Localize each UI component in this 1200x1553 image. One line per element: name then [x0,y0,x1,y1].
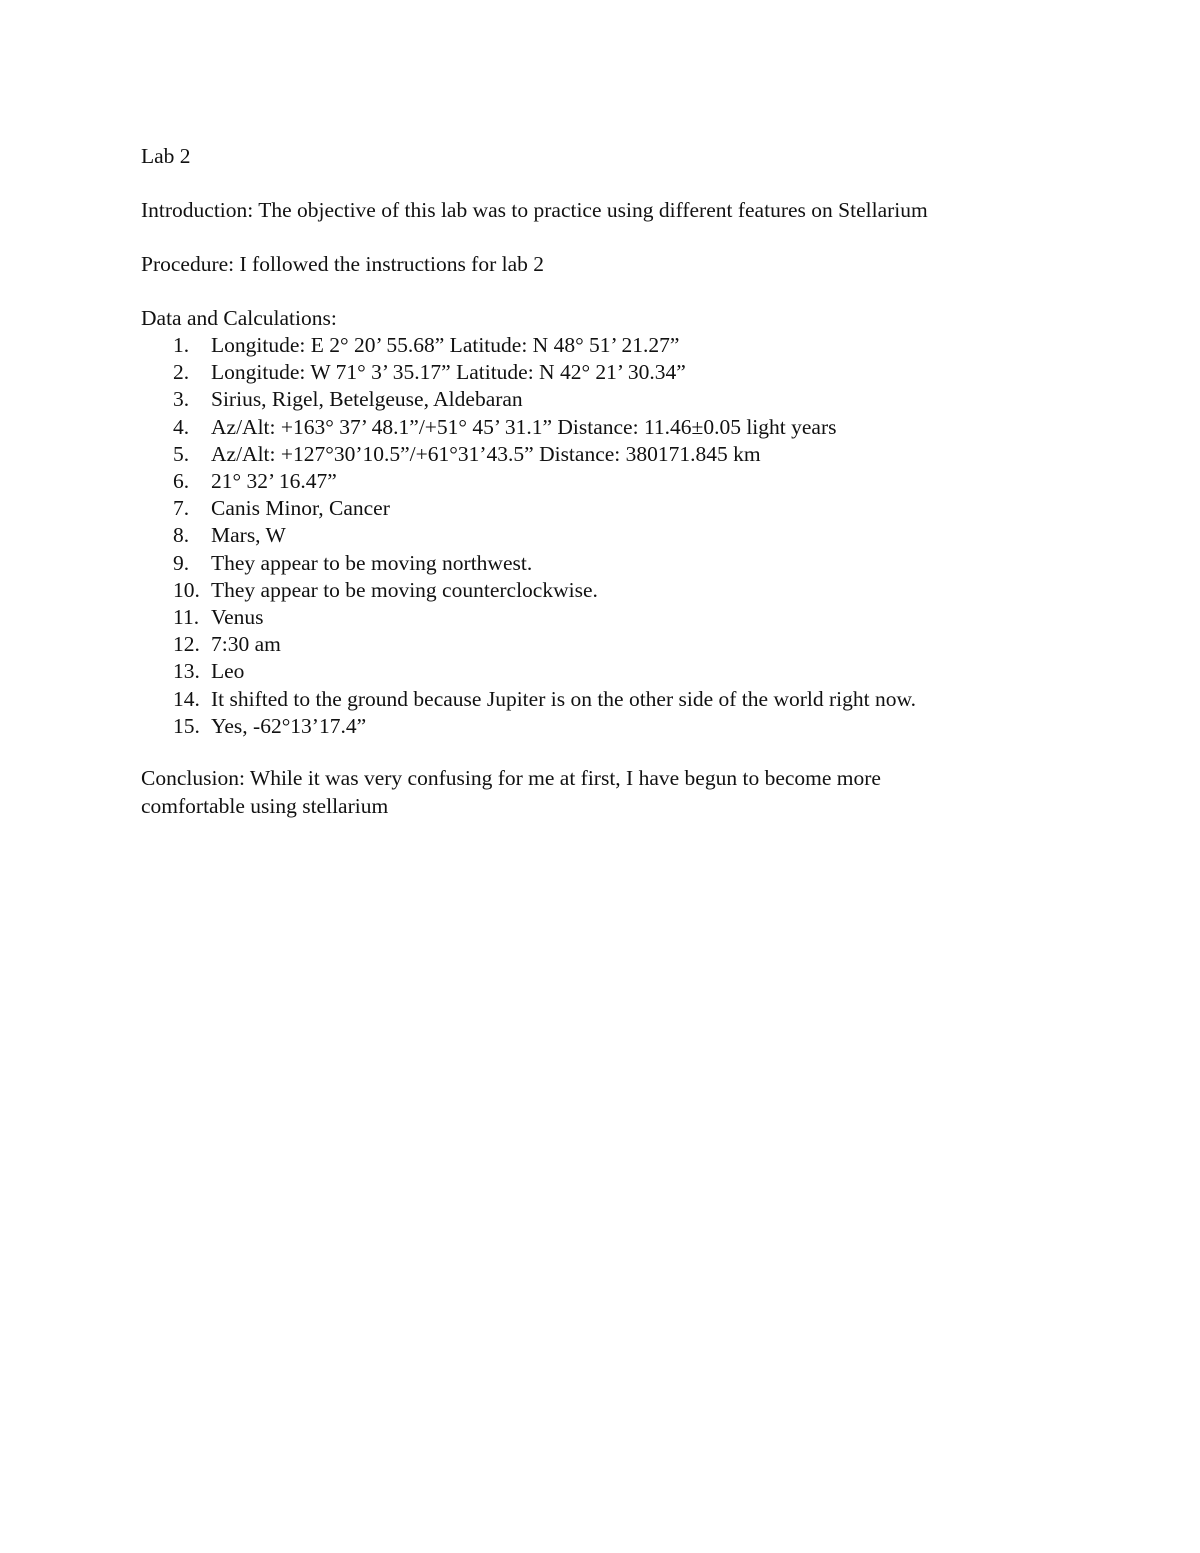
list-item [141,713,916,740]
list-item [141,359,916,386]
list-item-text: Sirius, Rigel, Betelgeuse, Aldebaran [211,387,523,412]
list-item [141,386,916,413]
list-item [141,577,916,604]
list-item [141,631,916,658]
list-item-text: 7:30 am [211,632,281,657]
list-item-number: 9. [173,550,190,575]
data-list [141,332,916,740]
list-item [141,468,916,495]
list-item-number: 10. [173,577,200,602]
procedure-paragraph: Procedure: I followed the instructions for lab 2 [141,252,545,276]
list-item-number: 12. [173,632,200,657]
list-item [141,414,916,441]
list-item-text: Az/Alt: +163° 37’ 48.1”/+51° 45’ 31.1” Distance: 11.46±0.05 light years [211,414,837,439]
list-item-number: 15. [173,713,200,738]
data-heading: Data and Calculations: [141,306,337,330]
list-item-text: Longitude: E 2° 20’ 55.68” Latitude: N 48° 51’ 21.27” [211,333,680,357]
list-item-number: 8. [173,523,190,548]
list-item-text: Leo [211,659,245,684]
document-title: Lab 2 [141,144,191,168]
list-item-number: 6. [173,469,190,494]
list-item-number: 2. [173,360,190,385]
list-item-number: 11. [173,605,200,630]
list-item-number: 14. [173,686,200,711]
list-item-number: 4. [173,414,190,439]
conclusion-paragraph: Conclusion: While it was very confusing for me at first, I have begun to become more comfortable using stellarium [141,766,881,818]
list-item-text: Mars, W [211,523,286,548]
list-item-text: They appear to be moving northwest. [211,550,533,575]
list-item-text: Az/Alt: +127°30’10.5”/+61°31’43.5” Distance: 380171.845 km [211,441,761,466]
list-item [141,441,916,468]
list-item-text: It shifted to the ground because Jupiter is on the other side of the world right now. [211,686,916,711]
list-item [141,550,916,577]
list-item-text: Longitude: W 71° 3’ 35.17” Latitude: N 42° 21’ 30.34” [211,360,686,385]
list-item-text: They appear to be moving counterclockwise. [211,577,598,602]
list-item-number: 7. [173,496,190,521]
list-item-text: 21° 32’ 16.47” [211,469,337,494]
list-item [141,495,916,522]
list-item-text: Yes, -62°13’17.4” [211,713,367,738]
list-item [141,522,916,549]
list-item [141,686,916,713]
list-item-number: 5. [173,441,190,466]
list-item-text: Venus [211,605,264,630]
list-item-text: Canis Minor, Cancer [211,496,390,521]
list-item [141,332,916,359]
list-item [141,604,916,631]
list-item [141,658,916,685]
introduction-paragraph: Introduction: The objective of this lab was to practice using different features on Stellarium [141,198,928,222]
list-item-number: 13. [173,659,200,684]
list-item-number: 1. [173,333,190,357]
list-item-number: 3. [173,387,190,412]
